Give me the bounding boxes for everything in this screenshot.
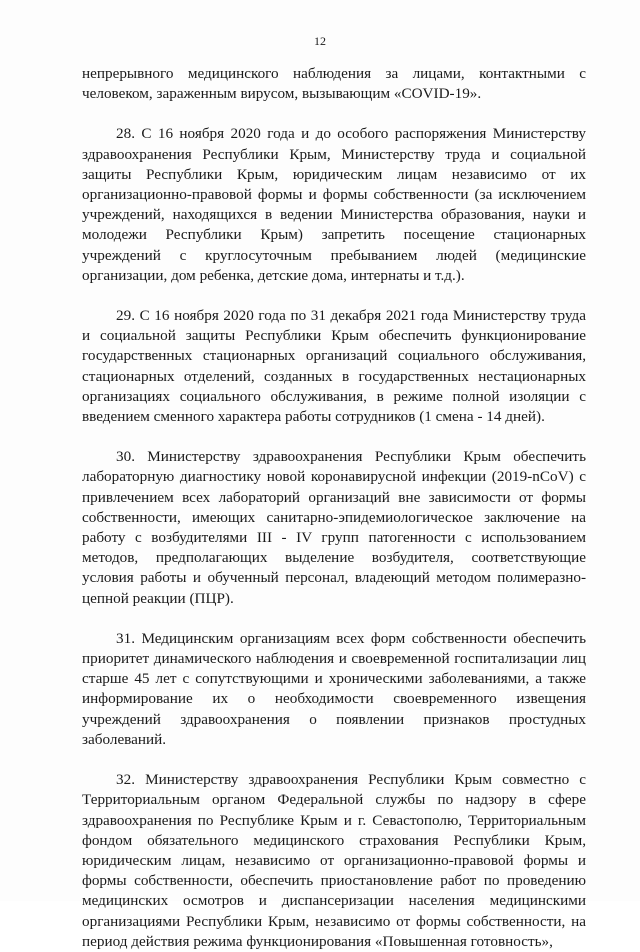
paragraph-gap xyxy=(82,104,586,124)
paragraph-31: 31. Медицинским организациям всех форм собственности обеспечить приоритет динамического наблюдения и своевременной госпитализации лиц старше 45 лет с сопутствующими и хроническими заболеваниями, а также информирование их о необходимости своевременного извещения учреждений здравоохранения о появлении признаков простудных заболеваний. xyxy=(82,629,586,748)
paragraph-continuation: непрерывного медицинского наблюдения за лицами, контактными с человеком, зараженным вирусом, вызывающим «COVID-19». xyxy=(82,65,586,103)
paragraph-30: 30. Министерству здравоохранения Республики Крым обеспечить лабораторную диагностику новой коронавирусной инфекции (2019-nCoV) с привлечением всех лабораторий организаций вне зависимости от формы собственности, имеющих санитарно-эпидемиологическое заключение на работу с возбудителями III - IV групп патогенности с использованием методов, предполагающих выделение возбудителя, соответствующие условия работы и обученный персонал, владеющий методом полимеразно-цепной реакции (ПЦР). xyxy=(82,448,586,607)
paragraph-gap xyxy=(82,427,586,447)
page-number: 12 xyxy=(314,34,326,48)
paragraph-gap xyxy=(82,286,586,306)
paragraph-28: 28. С 16 ноября 2020 года и до особого распоряжения Министерству здравоохранения Республики Крым, Министерству труда и социальной защиты Республики Крым, юридическим лицам независимо от их организационно-правовой формы и формы собственности (за исключением учреждений, находящихся в ведении Министерства образования, науки и молодежи Республики Крым) запретить посещение стационарных учреждений с круглосуточным пребыванием людей (медицинские организации, дом ребенка, детские дома, интернаты и т.д.). xyxy=(82,125,586,284)
paragraph-29: 29. С 16 ноября 2020 года по 31 декабря 2021 года Министерству труда и социальной защиты Республики Крым обеспечить функционирование государственных стационарных организаций социального обслуживания, стационарных отделений, созданных в государственных нестационарных организациях социального обслуживания, в режиме полной изоляции с введением сменного характера работы сотрудников (1 смена - 14 дней). xyxy=(82,307,586,426)
document-body xyxy=(82,64,586,952)
paragraph-32: 32. Министерству здравоохранения Республики Крым совместно с Территориальным органом Федеральной службы по надзору в сфере здравоохранения по Республике Крым и г. Севастополю, Территориальным фондом обязательного медицинского страхования Республики Крым, юридическим лицам, независимо от организационно-правовой формы и формы собственности, обеспечить приостановление работ по проведению медицинских осмотров и диспансеризации населения медицинскими организациями Республики Крым, независимо от формы собственности, на период действия режима функционирования «Повышенная готовность», xyxy=(82,771,586,950)
paragraph-gap xyxy=(82,609,586,629)
paragraph-gap xyxy=(82,750,586,770)
